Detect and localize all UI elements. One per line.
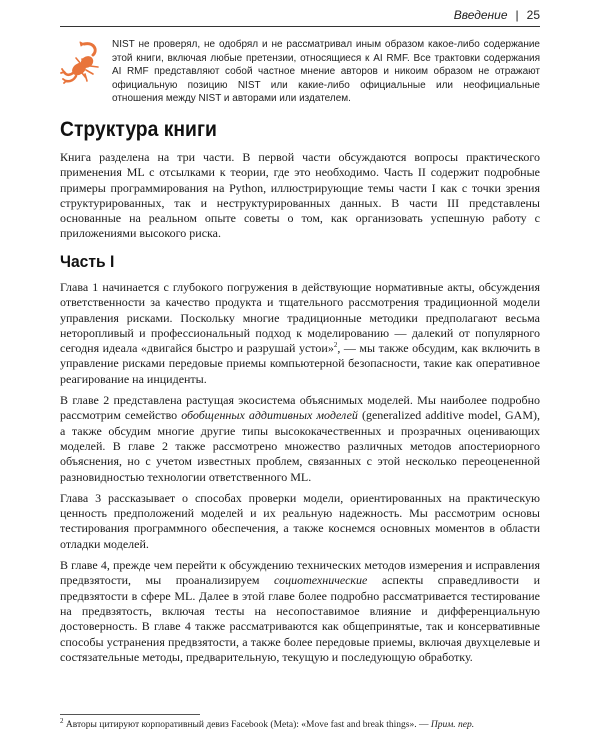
- scorpion-icon: [60, 40, 104, 84]
- footnote-note-label: Прим. пер.: [430, 720, 475, 730]
- header-rule: [60, 26, 540, 27]
- chapter-2-emphasis: обобщенных аддитивных моделей: [181, 408, 358, 423]
- chapter-4-text-b: аспекты справедливости и предвзятости в сфере ML. Далее в этой главе более подробно рассматривается тестирование на предвзятость, включая тесты на несопоставимое влияние и дифференциальную достоверность. В главе 4 также рассматриваются как общепринятые, так и консервативные способы устранения предвзятости, а также более передовые приемы, включая двухцелевые и состязательные методы, предварительную, текущую и последующую обработку.: [60, 573, 540, 664]
- running-header-section: Введение: [453, 8, 508, 22]
- chapter-1-text-a: Глава 1 начинается с глубокого погружения в действующие нормативные акты, обсуждения ответственности за качество продукта и тщательного рассмотрения традиционной модели управления рисками. Поскольку многие традиционные методики предполагают весьма неторопливый и профессиональный подход к моделированию — далекий от популярного сегодня идеала «двигайся быстро и разрушай устои»: [60, 280, 540, 356]
- running-header: [60, 8, 540, 28]
- intro-paragraph: [60, 150, 540, 242]
- chapter-1-paragraph: [60, 280, 540, 387]
- chapter-2-text-a: В главе 2 представлена растущая экосистема объяснимых моделей. Мы наиболее подробно рассмотрим семейство: [60, 393, 540, 423]
- chapter-4-emphasis: социотехнические: [274, 573, 368, 588]
- footnote-ref[interactable]: 2: [333, 341, 338, 350]
- chapter-1-text-b: , — мы также обсудим, как включить в управление рисками передовые приемы компьютерной безопасности, такие как оперативное реагирование на инциденты.: [60, 341, 541, 386]
- chapter-2-paragraph: [60, 393, 540, 485]
- section-title: Структура книги: [60, 118, 217, 141]
- note-box: [60, 38, 540, 108]
- intro-text: Книга разделена на три части. В первой части обсуждаются вопросы практического применения ML с отсылками к теории, где это необходимо. Часть II содержит подробные примеры программирования на Python, иллюстрирующие темы части I как с точки зрения структурированных, так и неструктурированных данных. В части III представлены основанные на реальном опыте советы о том, как организовать успешную работу с приложениями высокого риска.: [60, 150, 540, 241]
- chapter-2-text-b: (generalized additive model, GAM), а также обсудим многие другие типы высококачественных и прозрачных оценивающих моделей. В главе 2 также рассмотрено множество различных методов апостериорного объяснения, но с учетом известных проблем, связанных с этой несколько переоцененной разновидностью технологии ответственного ML.: [60, 408, 540, 484]
- part-one-body: [60, 280, 540, 665]
- footnote-text: Авторы цитируют корпоративный девиз Facebook (Meta): «Move fast and break things». —: [63, 720, 431, 730]
- chapter-3-paragraph: Глава 3 рассказывает о способах проверки модели, ориентированных на практическую ценность предположений моделей и их реальную надежность. Мы рассмотрим основы тестирования программного обеспечения, а также коснемся основных моментов в области отладки моделей.: [60, 490, 540, 551]
- footnote: [60, 716, 540, 731]
- chapter-4-paragraph: [60, 558, 540, 665]
- note-text: NIST не проверял, не одобрял и не рассматривал иным образом какое-либо содержание этой книги, включая любые претензии, относящиеся к AI RMF. Все трактовки содержания AI RMF представляют собой частное мнение авторов и никоим образом не отражают официальную позицию NIST или какие-либо официальные или неофициальные отношения между NIST и авторами или издателем.: [112, 39, 540, 104]
- running-header-separator: |: [515, 8, 519, 22]
- part-title: Часть I: [60, 252, 115, 271]
- footnote-rule: [60, 714, 200, 715]
- chapter-4-text-a: В главе 4, прежде чем перейти к обсуждению технических методов измерения и исправления предвзятости, мы проанализируем: [60, 558, 540, 588]
- footnote-number: 2: [60, 716, 64, 725]
- page-number: 25: [526, 8, 540, 22]
